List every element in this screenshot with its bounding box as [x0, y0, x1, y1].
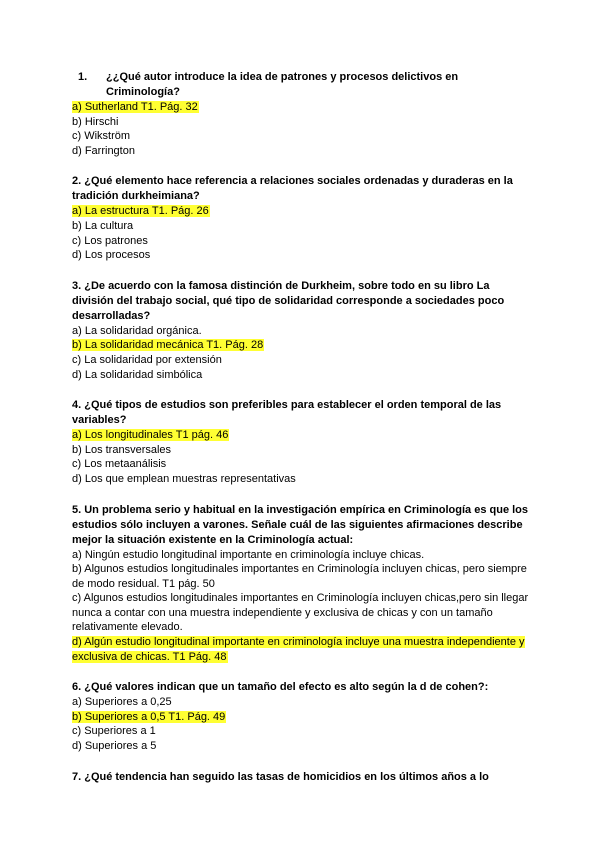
- question-3: [72, 279, 532, 382]
- question-1-title: [72, 70, 466, 100]
- question-3-option-b: [72, 338, 532, 353]
- question-4-option-b: b) Los transversales: [72, 443, 172, 456]
- question-2-title: 2. ¿Qué elemento hace referencia a relaciones sociales ordenadas y duraderas en la tradición durkheimiana?: [72, 175, 513, 203]
- question-2-option-b: b) La cultura: [72, 219, 134, 232]
- question-5-option-a: a) Ningún estudio longitudinal importante en criminología incluye chicas.: [72, 548, 425, 561]
- highlighted-answer: b) La solidaridad mecánica T1. Pág. 28: [72, 339, 264, 352]
- question-1: [72, 70, 532, 158]
- question-7-title: 7. ¿Qué tendencia han seguido las tasas de homicidios en los últimos años a lo: [72, 770, 489, 783]
- question-4-option-c: c) Los metaanálisis: [72, 458, 167, 471]
- question-5-option-c: c) Algunos estudios longitudinales importantes en Criminología incluyen chicas,pero sin llegar nunca a contar con una muestra independiente y exclusiva de chicas y con un tamaño relativamente elevado.: [72, 592, 529, 634]
- question-3-option-c: c) La solidaridad por extensión: [72, 353, 222, 366]
- question-5: [72, 503, 532, 665]
- question-3-title: 3. ¿De acuerdo con la famosa distinción de Durkheim, sobre todo en su libro La división del trabajo social, qué tipo de solidaridad corresponde a sociedades poco desarrolladas?: [72, 279, 505, 322]
- question-1-title-text: ¿¿Qué autor introduce la idea de patrones y procesos delictivos en Criminología?: [106, 71, 459, 98]
- question-3-option-d: d) La solidaridad simbólica: [72, 368, 203, 381]
- question-4-option-a: [72, 428, 532, 443]
- question-1-option-d: d) Farrington: [72, 144, 135, 157]
- question-6-option-b: [72, 710, 532, 725]
- question-1-number: 1.: [78, 71, 88, 83]
- question-6: [72, 680, 532, 753]
- question-5-option-d: [72, 635, 532, 664]
- question-6-option-d: d) Superiores a 5: [72, 740, 157, 753]
- question-2-option-c: c) Los patrones: [72, 234, 148, 247]
- question-6-title: 6. ¿Qué valores indican que un tamaño del efecto es alto según la d de cohen?:: [72, 681, 489, 694]
- question-4-title: 4. ¿Qué tipos de estudios son preferibles para establecer el orden temporal de las variables?: [72, 399, 502, 427]
- question-2-option-a: [72, 204, 532, 219]
- question-4-option-d: d) Los que emplean muestras representativas: [72, 472, 296, 485]
- highlighted-answer: a) Los longitudinales T1 pág. 46: [72, 429, 229, 442]
- highlighted-answer: a) Sutherland T1. Pág. 32: [72, 101, 198, 113]
- question-1-option-c: c) Wikström: [72, 130, 131, 143]
- question-5-option-b: b) Algunos estudios longitudinales importantes en Criminología incluyen chicas, pero siempre de modo residual. T1 pág. 50: [72, 563, 527, 590]
- question-6-option-a: a) Superiores a 0,25: [72, 696, 172, 709]
- question-7: [72, 770, 532, 785]
- highlighted-answer: a) La estructura T1. Pág. 26: [72, 205, 209, 218]
- question-1-option-a: [72, 100, 532, 115]
- question-2: [72, 174, 532, 262]
- question-3-option-a: a) La solidaridad orgánica.: [72, 324, 202, 337]
- highlighted-answer: b) Superiores a 0,5 T1. Pág. 49: [72, 710, 226, 723]
- document-page: [72, 70, 532, 801]
- question-2-option-d: d) Los procesos: [72, 249, 151, 262]
- question-5-title: 5. Un problema serio y habitual en la investigación empírica en Criminología es que los estudios sólo incluyen a varones. Señale cuál de las siguientes afirmaciones describe mejor la situación existente en la Criminología actual:: [72, 503, 529, 546]
- question-1-option-b: b) Hirschi: [72, 115, 119, 128]
- question-6-option-c: c) Superiores a 1: [72, 725, 156, 738]
- question-4: [72, 398, 532, 486]
- highlighted-answer: d) Algún estudio longitudinal importante en criminología incluye una muestra independiente y exclusiva de chicas. T1 Pág. 48: [72, 636, 525, 663]
